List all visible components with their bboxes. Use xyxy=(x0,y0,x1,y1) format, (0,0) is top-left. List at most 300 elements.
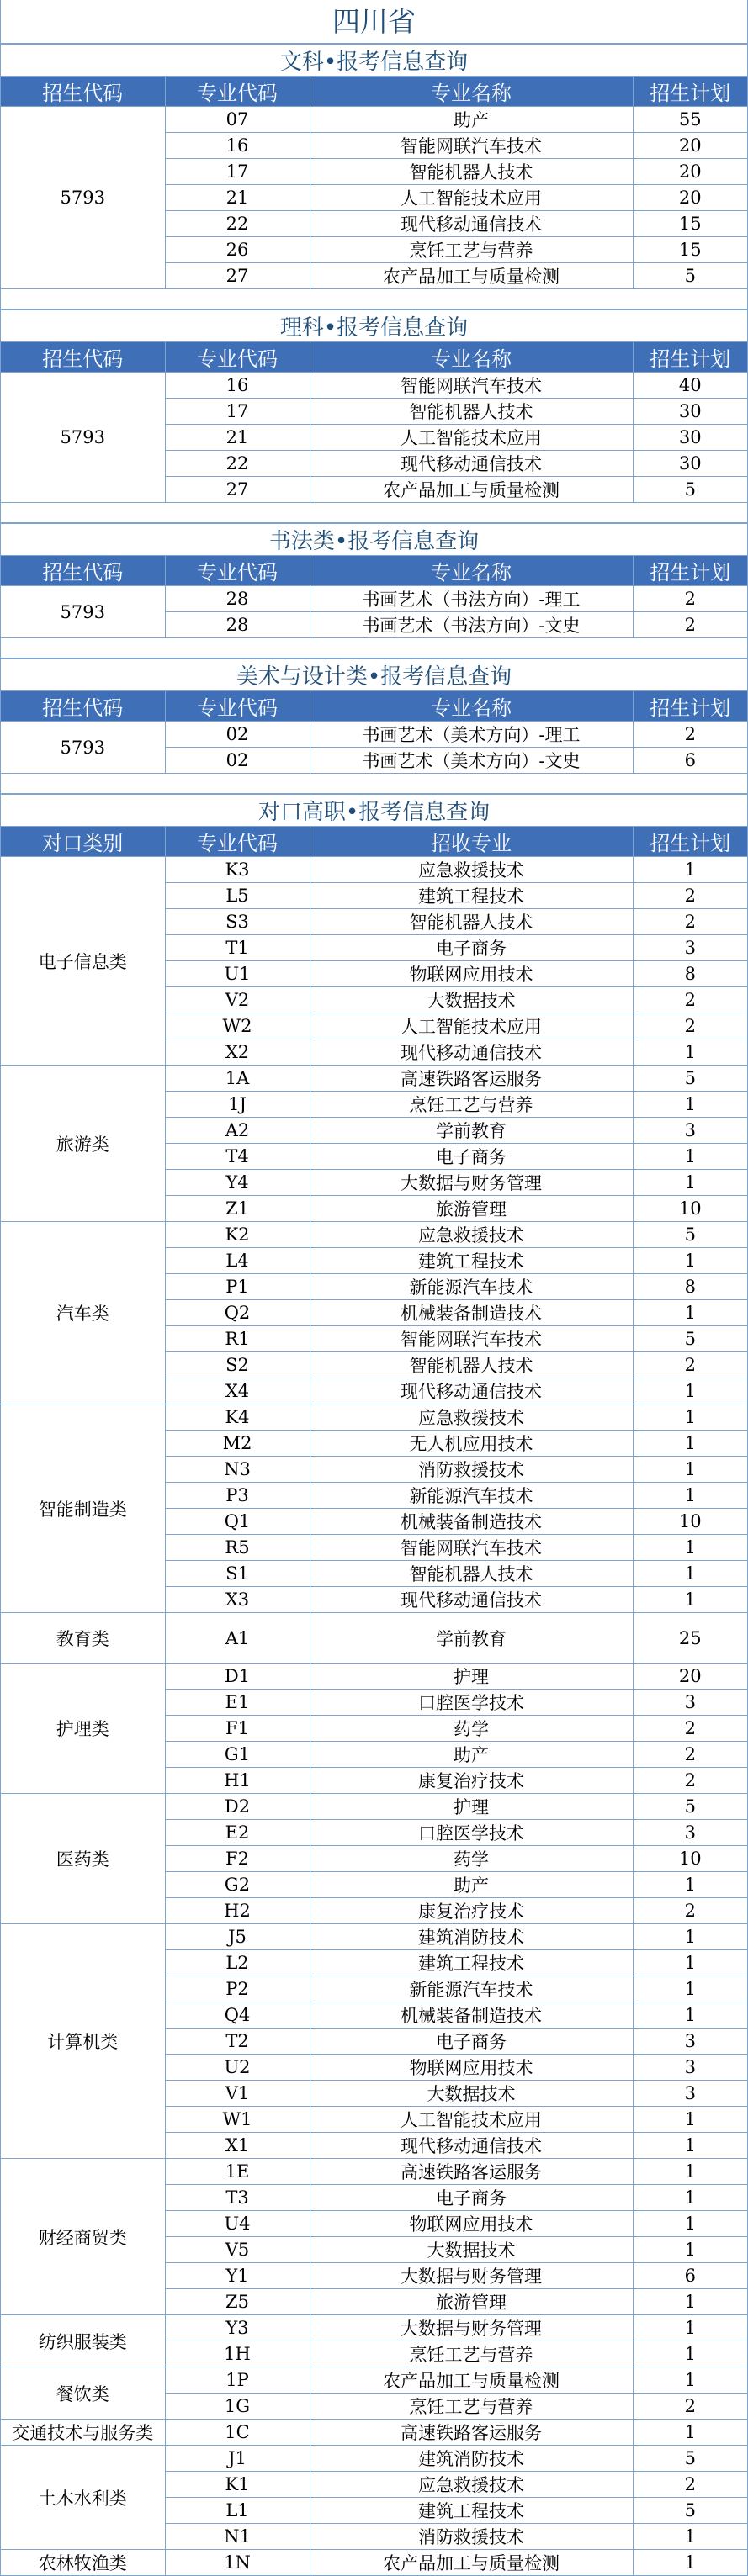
major-code-cell: X2 xyxy=(165,1039,310,1066)
major-code-cell: 1J xyxy=(165,1092,310,1118)
group-label-cell: 5793 xyxy=(1,373,165,503)
plan-count-cell: 15 xyxy=(633,237,747,263)
plan-count-cell: 1 xyxy=(633,1300,747,1326)
major-name-cell: 药学 xyxy=(310,1846,633,1872)
major-name-cell: 电子商务 xyxy=(310,2029,633,2055)
major-name-cell: 智能网联汽车技术 xyxy=(310,1535,633,1561)
plan-count-cell: 2 xyxy=(633,1013,747,1039)
section-title: 对口高职•报考信息查询 xyxy=(1,795,747,827)
plan-count-cell: 40 xyxy=(633,373,747,399)
group-label-cell: 电子信息类 xyxy=(1,857,165,1066)
table-row xyxy=(1,1222,747,1248)
major-code-cell: F1 xyxy=(165,1716,310,1742)
table-row xyxy=(1,1924,747,1950)
major-name-cell: 新能源汽车技术 xyxy=(310,1483,633,1509)
major-code-cell: W1 xyxy=(165,2107,310,2133)
column-header: 招生代码 xyxy=(1,342,165,373)
major-code-cell: R5 xyxy=(165,1535,310,1561)
table-header-row xyxy=(1,342,747,373)
group-label-cell: 医药类 xyxy=(1,1794,165,1924)
column-header: 招生计划 xyxy=(633,556,747,586)
group-label-cell: 旅游类 xyxy=(1,1066,165,1222)
major-name-cell: 农产品加工与质量检测 xyxy=(310,2367,633,2394)
plan-count-cell: 1 xyxy=(633,1378,747,1404)
major-name-cell: 物联网应用技术 xyxy=(310,2055,633,2081)
plan-count-cell: 1 xyxy=(633,2524,747,2550)
major-code-cell: 02 xyxy=(165,722,310,748)
column-header: 专业代码 xyxy=(165,691,310,722)
column-header: 招生计划 xyxy=(633,827,747,857)
major-name-cell: 护理 xyxy=(310,1664,633,1690)
plan-count-cell: 5 xyxy=(633,263,747,289)
major-code-cell: 1E xyxy=(165,2159,310,2185)
major-name-cell: 智能机器人技术 xyxy=(310,159,633,185)
column-header: 招生计划 xyxy=(633,77,747,107)
query-table xyxy=(1,659,747,774)
major-name-cell: 烹饪工艺与营养 xyxy=(310,2341,633,2367)
plan-count-cell: 1 xyxy=(633,1561,747,1587)
major-code-cell: T4 xyxy=(165,1144,310,1170)
major-name-cell: 大数据与财务管理 xyxy=(310,2263,633,2289)
major-code-cell: 02 xyxy=(165,748,310,774)
major-code-cell: K4 xyxy=(165,1404,310,1431)
plan-count-cell: 1 xyxy=(633,1039,747,1066)
major-code-cell: W2 xyxy=(165,1013,310,1039)
table-row xyxy=(1,722,747,748)
major-code-cell: E1 xyxy=(165,1690,310,1716)
plan-count-cell: 30 xyxy=(633,399,747,425)
group-label-cell: 汽车类 xyxy=(1,1222,165,1404)
table-row xyxy=(1,1794,747,1820)
page-title: 四川省 xyxy=(1,0,747,44)
major-name-cell: 现代移动通信技术 xyxy=(310,1587,633,1613)
major-code-cell: L4 xyxy=(165,1248,310,1274)
plan-count-cell: 3 xyxy=(633,1118,747,1144)
column-header: 招生代码 xyxy=(1,556,165,586)
section-spacer xyxy=(1,774,747,794)
major-code-cell: A2 xyxy=(165,1118,310,1144)
query-table xyxy=(1,794,747,2576)
major-name-cell: 人工智能技术应用 xyxy=(310,2107,633,2133)
major-name-cell: 智能网联汽车技术 xyxy=(310,373,633,399)
major-code-cell: L5 xyxy=(165,883,310,909)
major-code-cell: X3 xyxy=(165,1587,310,1613)
plan-count-cell: 3 xyxy=(633,1690,747,1716)
plan-count-cell: 8 xyxy=(633,961,747,987)
major-code-cell: T2 xyxy=(165,2029,310,2055)
major-name-cell: 烹饪工艺与营养 xyxy=(310,237,633,263)
major-code-cell: 28 xyxy=(165,612,310,638)
major-code-cell: N1 xyxy=(165,2524,310,2550)
section-title: 理科•报考信息查询 xyxy=(1,310,747,342)
table-header-row xyxy=(1,827,747,857)
major-code-cell: 1N xyxy=(165,2550,310,2576)
group-label-cell: 交通技术与服务类 xyxy=(1,2420,165,2446)
plan-count-cell: 1 xyxy=(633,2420,747,2446)
plan-count-cell: 1 xyxy=(633,1248,747,1274)
major-name-cell: 现代移动通信技术 xyxy=(310,211,633,237)
major-name-cell: 大数据技术 xyxy=(310,987,633,1013)
major-code-cell: U2 xyxy=(165,2055,310,2081)
plan-count-cell: 10 xyxy=(633,1846,747,1872)
table-row xyxy=(1,2446,747,2472)
major-name-cell: 学前教育 xyxy=(310,1118,633,1144)
major-name-cell: 物联网应用技术 xyxy=(310,961,633,987)
plan-count-cell: 2 xyxy=(633,987,747,1013)
table-row xyxy=(1,2367,747,2394)
column-header: 招生代码 xyxy=(1,691,165,722)
major-code-cell: F2 xyxy=(165,1846,310,1872)
plan-count-cell: 15 xyxy=(633,211,747,237)
major-code-cell: L1 xyxy=(165,2498,310,2524)
major-code-cell: S2 xyxy=(165,1352,310,1378)
major-code-cell: Y3 xyxy=(165,2315,310,2341)
group-label-cell: 护理类 xyxy=(1,1664,165,1794)
plan-count-cell: 1 xyxy=(633,1431,747,1457)
major-name-cell: 机械装备制造技术 xyxy=(310,1300,633,1326)
major-name-cell: 智能机器人技术 xyxy=(310,399,633,425)
plan-count-cell: 10 xyxy=(633,1196,747,1222)
plan-count-cell: 1 xyxy=(633,2550,747,2576)
major-code-cell: 17 xyxy=(165,159,310,185)
major-code-cell: U4 xyxy=(165,2211,310,2237)
major-code-cell: P2 xyxy=(165,1976,310,2002)
plan-count-cell: 2 xyxy=(633,2472,747,2498)
major-code-cell: 17 xyxy=(165,399,310,425)
sections-container xyxy=(1,44,747,2576)
plan-count-cell: 2 xyxy=(633,909,747,935)
column-header: 专业名称 xyxy=(310,691,633,722)
plan-count-cell: 1 xyxy=(633,1587,747,1613)
major-code-cell: H1 xyxy=(165,1768,310,1794)
table-row xyxy=(1,2420,747,2446)
major-code-cell: T3 xyxy=(165,2185,310,2211)
major-name-cell: 电子商务 xyxy=(310,2185,633,2211)
major-code-cell: G2 xyxy=(165,1872,310,1898)
major-code-cell: 07 xyxy=(165,107,310,133)
major-code-cell: 28 xyxy=(165,586,310,612)
column-header: 专业代码 xyxy=(165,556,310,586)
major-code-cell: L2 xyxy=(165,1950,310,1976)
group-label-cell: 计算机类 xyxy=(1,1924,165,2159)
plan-count-cell: 1 xyxy=(633,2289,747,2315)
major-name-cell: 建筑消防技术 xyxy=(310,2446,633,2472)
group-label-cell: 5793 xyxy=(1,722,165,774)
major-name-cell: 书画艺术（美术方向）-文史 xyxy=(310,748,633,774)
major-name-cell: 大数据与财务管理 xyxy=(310,1170,633,1196)
major-name-cell: 人工智能技术应用 xyxy=(310,425,633,451)
plan-count-cell: 6 xyxy=(633,2263,747,2289)
major-name-cell: 建筑工程技术 xyxy=(310,883,633,909)
plan-count-cell: 1 xyxy=(633,1092,747,1118)
plan-count-cell: 1 xyxy=(633,1950,747,1976)
major-name-cell: 口腔医学技术 xyxy=(310,1690,633,1716)
major-code-cell: X1 xyxy=(165,2133,310,2159)
major-name-cell: 助产 xyxy=(310,1742,633,1768)
major-name-cell: 书画艺术（书法方向）-文史 xyxy=(310,612,633,638)
plan-count-cell: 2 xyxy=(633,1898,747,1924)
column-header: 对口类别 xyxy=(1,827,165,857)
table-row xyxy=(1,107,747,133)
plan-count-cell: 1 xyxy=(633,1872,747,1898)
plan-count-cell: 3 xyxy=(633,1820,747,1846)
major-code-cell: D2 xyxy=(165,1794,310,1820)
group-label-cell: 智能制造类 xyxy=(1,1404,165,1613)
major-name-cell: 机械装备制造技术 xyxy=(310,2002,633,2029)
major-name-cell: 农产品加工与质量检测 xyxy=(310,2550,633,2576)
major-name-cell: 药学 xyxy=(310,1716,633,1742)
plan-count-cell: 1 xyxy=(633,2367,747,2394)
table-row xyxy=(1,1404,747,1431)
major-code-cell: K1 xyxy=(165,2472,310,2498)
section-title: 美术与设计类•报考信息查询 xyxy=(1,659,747,691)
column-header: 专业名称 xyxy=(310,556,633,586)
plan-count-cell: 55 xyxy=(633,107,747,133)
plan-count-cell: 10 xyxy=(633,1509,747,1535)
major-code-cell: V1 xyxy=(165,2081,310,2107)
plan-count-cell: 25 xyxy=(633,1613,747,1664)
major-name-cell: 烹饪工艺与营养 xyxy=(310,1092,633,1118)
major-code-cell: K3 xyxy=(165,857,310,883)
plan-count-cell: 1 xyxy=(633,1535,747,1561)
plan-count-cell: 1 xyxy=(633,1404,747,1431)
major-name-cell: 电子商务 xyxy=(310,935,633,961)
section-title: 文科•报考信息查询 xyxy=(1,45,747,77)
major-name-cell: 应急救援技术 xyxy=(310,857,633,883)
major-name-cell: 大数据与财务管理 xyxy=(310,2315,633,2341)
plan-count-cell: 2 xyxy=(633,722,747,748)
plan-count-cell: 2 xyxy=(633,1352,747,1378)
major-code-cell: U1 xyxy=(165,961,310,987)
major-code-cell: N3 xyxy=(165,1457,310,1483)
table-row xyxy=(1,1664,747,1690)
major-code-cell: E2 xyxy=(165,1820,310,1846)
major-name-cell: 人工智能技术应用 xyxy=(310,185,633,211)
plan-count-cell: 2 xyxy=(633,1742,747,1768)
major-code-cell: T1 xyxy=(165,935,310,961)
major-code-cell: 1C xyxy=(165,2420,310,2446)
column-header: 专业代码 xyxy=(165,342,310,373)
column-header: 招生代码 xyxy=(1,77,165,107)
table-row xyxy=(1,2159,747,2185)
table-row xyxy=(1,2550,747,2576)
table-row xyxy=(1,1613,747,1664)
major-code-cell: 22 xyxy=(165,211,310,237)
major-code-cell: 27 xyxy=(165,477,310,503)
plan-count-cell: 1 xyxy=(633,1483,747,1509)
table-row xyxy=(1,1066,747,1092)
plan-count-cell: 8 xyxy=(633,1274,747,1300)
major-name-cell: 康复治疗技术 xyxy=(310,1898,633,1924)
major-name-cell: 机械装备制造技术 xyxy=(310,1509,633,1535)
major-name-cell: 农产品加工与质量检测 xyxy=(310,263,633,289)
plan-count-cell: 5 xyxy=(633,477,747,503)
major-name-cell: 高速铁路客运服务 xyxy=(310,2159,633,2185)
plan-count-cell: 20 xyxy=(633,133,747,159)
major-name-cell: 建筑消防技术 xyxy=(310,1924,633,1950)
major-code-cell: A1 xyxy=(165,1613,310,1664)
major-name-cell: 书画艺术（美术方向）-理工 xyxy=(310,722,633,748)
major-name-cell: 新能源汽车技术 xyxy=(310,1274,633,1300)
group-label-cell: 教育类 xyxy=(1,1613,165,1664)
plan-count-cell: 3 xyxy=(633,2029,747,2055)
major-name-cell: 现代移动通信技术 xyxy=(310,2133,633,2159)
group-label-cell: 农林牧渔类 xyxy=(1,2550,165,2576)
plan-count-cell: 1 xyxy=(633,2315,747,2341)
major-name-cell: 电子商务 xyxy=(310,1144,633,1170)
major-name-cell: 建筑工程技术 xyxy=(310,1950,633,1976)
plan-count-cell: 1 xyxy=(633,1144,747,1170)
major-name-cell: 农产品加工与质量检测 xyxy=(310,477,633,503)
plan-count-cell: 5 xyxy=(633,1066,747,1092)
major-code-cell: 21 xyxy=(165,425,310,451)
major-name-cell: 消防救援技术 xyxy=(310,1457,633,1483)
major-name-cell: 消防救援技术 xyxy=(310,2524,633,2550)
column-header: 专业代码 xyxy=(165,827,310,857)
major-code-cell: J5 xyxy=(165,1924,310,1950)
plan-count-cell: 2 xyxy=(633,612,747,638)
major-name-cell: 高速铁路客运服务 xyxy=(310,2420,633,2446)
plan-count-cell: 1 xyxy=(633,2237,747,2263)
major-code-cell: V2 xyxy=(165,987,310,1013)
plan-count-cell: 1 xyxy=(633,2211,747,2237)
plan-count-cell: 3 xyxy=(633,2081,747,2107)
plan-count-cell: 20 xyxy=(633,159,747,185)
major-code-cell: 1P xyxy=(165,2367,310,2394)
major-name-cell: 人工智能技术应用 xyxy=(310,1013,633,1039)
major-code-cell: H2 xyxy=(165,1898,310,1924)
major-code-cell: Z5 xyxy=(165,2289,310,2315)
plan-count-cell: 1 xyxy=(633,2185,747,2211)
table-row xyxy=(1,857,747,883)
major-code-cell: P1 xyxy=(165,1274,310,1300)
plan-count-cell: 30 xyxy=(633,451,747,477)
major-code-cell: Y1 xyxy=(165,2263,310,2289)
plan-count-cell: 2 xyxy=(633,586,747,612)
major-name-cell: 高速铁路客运服务 xyxy=(310,1066,633,1092)
section-spacer xyxy=(1,289,747,309)
table-row xyxy=(1,586,747,612)
plan-count-cell: 5 xyxy=(633,1794,747,1820)
major-name-cell: 智能机器人技术 xyxy=(310,1352,633,1378)
query-table xyxy=(1,44,747,289)
major-code-cell: 26 xyxy=(165,237,310,263)
plan-count-cell: 1 xyxy=(633,2133,747,2159)
major-code-cell: 27 xyxy=(165,263,310,289)
major-name-cell: 助产 xyxy=(310,107,633,133)
major-name-cell: 现代移动通信技术 xyxy=(310,1039,633,1066)
major-name-cell: 旅游管理 xyxy=(310,2289,633,2315)
major-name-cell: 大数据技术 xyxy=(310,2081,633,2107)
major-code-cell: 16 xyxy=(165,133,310,159)
plan-count-cell: 5 xyxy=(633,1326,747,1352)
major-name-cell: 大数据技术 xyxy=(310,2237,633,2263)
plan-count-cell: 1 xyxy=(633,857,747,883)
major-code-cell: S3 xyxy=(165,909,310,935)
major-name-cell: 旅游管理 xyxy=(310,1196,633,1222)
group-label-cell: 财经商贸类 xyxy=(1,2159,165,2315)
major-code-cell: K2 xyxy=(165,1222,310,1248)
major-code-cell: D1 xyxy=(165,1664,310,1690)
group-label-cell: 纺织服装类 xyxy=(1,2315,165,2367)
table-row xyxy=(1,2315,747,2341)
plan-count-cell: 1 xyxy=(633,1976,747,2002)
plan-count-cell: 1 xyxy=(633,2002,747,2029)
query-table xyxy=(1,309,747,503)
major-code-cell: 16 xyxy=(165,373,310,399)
plan-count-cell: 1 xyxy=(633,1457,747,1483)
group-label-cell: 5793 xyxy=(1,107,165,289)
major-name-cell: 建筑工程技术 xyxy=(310,2498,633,2524)
plan-count-cell: 2 xyxy=(633,883,747,909)
major-name-cell: 智能网联汽车技术 xyxy=(310,133,633,159)
column-header: 招收专业 xyxy=(310,827,633,857)
plan-count-cell: 2 xyxy=(633,1716,747,1742)
column-header: 招生计划 xyxy=(633,342,747,373)
major-name-cell: 智能网联汽车技术 xyxy=(310,1326,633,1352)
major-name-cell: 智能机器人技术 xyxy=(310,1561,633,1587)
major-name-cell: 口腔医学技术 xyxy=(310,1820,633,1846)
major-code-cell: 1G xyxy=(165,2394,310,2420)
plan-count-cell: 1 xyxy=(633,2159,747,2185)
major-name-cell: 助产 xyxy=(310,1872,633,1898)
column-header: 专业代码 xyxy=(165,77,310,107)
table-header-row xyxy=(1,556,747,586)
plan-count-cell: 3 xyxy=(633,2055,747,2081)
plan-count-cell: 1 xyxy=(633,2107,747,2133)
plan-count-cell: 1 xyxy=(633,2341,747,2367)
major-code-cell: M2 xyxy=(165,1431,310,1457)
major-name-cell: 学前教育 xyxy=(310,1613,633,1664)
major-name-cell: 护理 xyxy=(310,1794,633,1820)
group-label-cell: 餐饮类 xyxy=(1,2367,165,2420)
major-code-cell: 22 xyxy=(165,451,310,477)
section-title: 书法类•报考信息查询 xyxy=(1,524,747,556)
plan-count-cell: 5 xyxy=(633,2446,747,2472)
major-code-cell: Z1 xyxy=(165,1196,310,1222)
major-code-cell: 21 xyxy=(165,185,310,211)
section-spacer xyxy=(1,638,747,659)
major-code-cell: P3 xyxy=(165,1483,310,1509)
major-code-cell: G1 xyxy=(165,1742,310,1768)
plan-count-cell: 20 xyxy=(633,185,747,211)
major-code-cell: Q4 xyxy=(165,2002,310,2029)
plan-count-cell: 3 xyxy=(633,935,747,961)
major-code-cell: X4 xyxy=(165,1378,310,1404)
major-name-cell: 应急救援技术 xyxy=(310,1404,633,1431)
group-label-cell: 5793 xyxy=(1,586,165,638)
query-table xyxy=(1,523,747,638)
group-label-cell: 土木水利类 xyxy=(1,2446,165,2550)
column-header: 招生计划 xyxy=(633,691,747,722)
major-code-cell: Q2 xyxy=(165,1300,310,1326)
plan-count-cell: 1 xyxy=(633,1924,747,1950)
major-name-cell: 建筑工程技术 xyxy=(310,1248,633,1274)
major-code-cell: 1A xyxy=(165,1066,310,1092)
plan-count-cell: 20 xyxy=(633,1664,747,1690)
plan-count-cell: 1 xyxy=(633,1170,747,1196)
major-code-cell: Q1 xyxy=(165,1509,310,1535)
table-header-row xyxy=(1,691,747,722)
major-name-cell: 康复治疗技术 xyxy=(310,1768,633,1794)
table-row xyxy=(1,373,747,399)
major-name-cell: 烹饪工艺与营养 xyxy=(310,2394,633,2420)
major-code-cell: Y4 xyxy=(165,1170,310,1196)
plan-count-cell: 5 xyxy=(633,1222,747,1248)
major-name-cell: 现代移动通信技术 xyxy=(310,1378,633,1404)
plan-count-cell: 2 xyxy=(633,2394,747,2420)
major-code-cell: V5 xyxy=(165,2237,310,2263)
